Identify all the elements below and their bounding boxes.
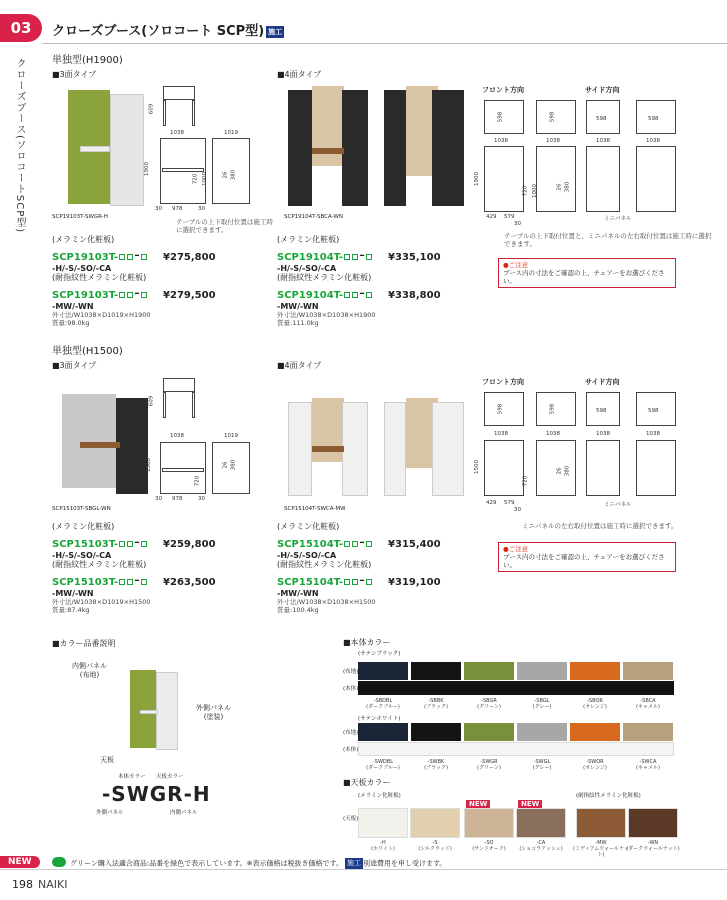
fp-melamine-label: (耐指紋性メラミン化粧板) [576,793,641,799]
swatch-code: -H [380,840,386,846]
dim-1500: 1500 [146,458,152,472]
dim-1038: 1038 [596,138,610,144]
front-elevation [484,440,524,496]
swatch-code: -SWGR [480,759,498,765]
material-label: (メラミン化粧板) [277,522,340,531]
swatch-name: (グリーン) [477,704,501,710]
spec-h1900-4: (メラミン化粧板) SCP19104T- - ¥335,100 -H/-S/-SO/-CA (耐指紋性メラミン化粧板) SCP19104T- - ¥338,800 -MW/-WN 外寸法/W1038×D1038×H1900 質量:111.0kg [277,235,477,327]
body-color-title: ■本体カラー [343,638,391,647]
dim-720: 720 [194,475,201,487]
color-swatch [570,723,620,741]
dim-1900: 1900 [144,162,150,176]
mini-panel-label: ミニパネル [604,502,632,508]
top-color-swatch [410,808,460,838]
dim-429: 429 [486,500,497,506]
outer-panel-label: 外側パネル (塗装) [196,704,231,721]
new-badge: NEW [518,800,542,808]
page-number: 198 [12,878,33,891]
swatch-code: -SWDBL [373,759,393,765]
fabric-row-label: (布地) [343,730,359,736]
swatch-name: (シルクウッド) [418,846,452,852]
inner-panel-label: 内側パネル (布地) [72,662,107,679]
front-direction-label: フロント方向 [482,378,524,386]
outer-size: 外寸法/W1038×D1019×H1900 [52,311,151,319]
model-code: SCP19104T- [277,290,344,301]
dim-30: 30 [155,206,162,212]
booth-image-h1500-3 [60,392,155,496]
image-code: SCP19104T-SBCA-WN [284,214,343,220]
side-direction-label: サイド方向 [585,378,620,386]
color-legend-title: ■カラー品番説明 [52,639,116,648]
model-code: SCP15104T- [277,539,344,550]
weight: 質量:111.0kg [277,319,319,327]
swatch-code: -SO [484,840,494,846]
new-badge: NEW [466,800,490,808]
dim-1038: 1038 [170,130,184,136]
caution-head: ●ご注意 [503,545,529,553]
dim-26: 26 [222,461,229,469]
satin-black-label: (サテンブラック) [358,651,401,657]
swatch-code: -SBCA [640,698,656,704]
footer-divider [0,869,727,870]
side-direction-label: サイド方向 [585,86,620,94]
swatch-name: (キャメル) [636,704,660,710]
model-code: SCP15104T- [277,577,344,588]
dim-598: 598 [497,111,504,123]
material-label: (メラミン化粧板) [52,235,115,244]
outer-size: 外寸法/W1038×D1038×H1500 [277,598,376,606]
melamine-label: (メラミン化粧板) [358,793,401,799]
swatch-name: (ショコラアッシュ) [519,846,563,852]
dim-579: 579 [504,500,515,506]
h1500-four-label: ■4面タイプ [277,361,322,370]
top-color-swatch [576,808,626,838]
front-elevation [536,146,576,212]
side-elevation [636,440,676,496]
side-elevation [636,146,676,212]
booth-image-h1900-4a [284,86,370,208]
dim-26: 26 [222,171,229,179]
color-swatch [570,662,620,680]
swatch-name: (オレンジ) [583,704,607,710]
model-code: SCP19103T- [52,252,119,263]
dim-30: 30 [198,206,205,212]
dim-720: 720 [522,475,529,487]
price: ¥315,400 [388,539,441,550]
color-swatch [517,723,567,741]
dim-978: 978 [172,206,183,212]
footer-note [70,858,446,869]
dim-30: 30 [514,507,521,513]
top-color-swatch [628,808,678,838]
dim-720: 720 [192,173,199,185]
swatch-code: -SWBK [427,759,445,765]
swatch-code: -SWGL [533,759,551,765]
booth-image-h1500-4a [284,398,370,498]
plan-top-view [163,86,195,100]
price: ¥335,100 [388,252,441,263]
swatch-name: (ブラック) [424,765,448,771]
image-code: SCP15104T-SWCA-MW [284,506,346,512]
color-swatch [411,662,461,680]
dim-380: 380 [230,459,237,471]
color-swatch [623,723,673,741]
outer-size: 外寸法/W1038×D1019×H1500 [52,598,151,606]
swatch-name: (オレンジ) [583,765,607,771]
price: ¥275,800 [163,252,216,263]
satin-white-label: (サテンホワイト) [358,716,401,722]
dim-26: 26 [556,467,563,475]
image-code: SCP19103T-SWGR-H [52,214,108,220]
material-label: (耐指紋性メラミン化粧板) [277,273,372,282]
dim-1038: 1038 [494,138,508,144]
brand-name: NAIKI [38,878,68,891]
model-code: SCP15103T- [52,539,119,550]
section-title-h1500: 単独型(H1500) [52,346,123,357]
dim-720: 720 [522,185,529,197]
swatch-name: (ダークブルー) [366,765,400,771]
top-row-label: (天板) [343,816,359,822]
dim-609: 609 [148,103,155,115]
dim-1000: 1000 [532,184,538,198]
options: -H/-S/-SO/-CA [52,264,112,273]
top-color-swatch [464,808,514,838]
install-note: ミニパネルの左右取付位置は施工時に選択できます。 [522,522,678,530]
swatch-code: -WN [647,840,659,846]
h1900-four-label: ■4面タイプ [277,70,322,79]
h1500-three-label: ■3面タイプ [52,361,97,370]
construction-badge: 施工 [268,27,283,36]
dim-598: 598 [596,408,607,414]
spec-h1900-3: (メラミン化粧板) SCP19103T- - ¥275,800 -H/-S/-SO/-CA (耐指紋性メラミン化粧板) SCP19103T- - ¥279,500 -MW/-WN 外寸法/W1038×D1019×H1900 質量:98.0kg [52,235,252,327]
outer-size: 外寸法/W1038×D1038×H1900 [277,311,376,319]
section-title-h1900: 単独型(H1900) [52,55,123,66]
body-row-label: (本体) [343,747,359,753]
swatch-name: (グレー) [532,704,552,710]
price: ¥338,800 [388,290,441,301]
color-swatch [358,662,408,680]
new-tag: NEW [0,856,40,868]
dim-598: 598 [648,116,659,122]
model-code: SCP19103T- [52,290,119,301]
dim-26: 26 [556,183,563,191]
front-elevation [484,146,524,212]
color-swatch [623,662,673,680]
dim-1019: 1019 [224,130,238,136]
dim-1038: 1038 [494,431,508,437]
weight: 質量:98.0kg [52,319,90,327]
color-swatch [517,662,567,680]
dim-1038: 1038 [546,431,560,437]
material-label: (耐指紋性メラミン化粧板) [277,560,372,569]
swatch-code: -SBGR [481,698,497,704]
h1900-three-label: ■3面タイプ [52,70,97,79]
dim-579: 579 [504,214,515,220]
fabric-row-label: (布地) [343,669,359,675]
plan-view [484,392,524,426]
caution-box [498,258,676,288]
weight: 質量:87.4kg [52,606,90,614]
material-label: (メラミン化粧板) [52,522,115,531]
dim-1019: 1019 [224,433,238,439]
plan-top-view [163,378,195,392]
price: ¥279,500 [163,290,216,301]
page-title [52,20,284,39]
material-label: (メラミン化粧板) [277,235,340,244]
dim-598: 598 [497,403,504,415]
color-swatch [464,662,514,680]
material-label: (耐指紋性メラミン化粧板) [52,560,147,569]
booth-image-h1500-4b [380,398,466,498]
install-note: テーブルの上下取付位置と、ミニパネルの左右取付位置は施工時に選択できます。 [504,232,712,248]
booth-image-h1900-4b [380,86,466,208]
options: -MW/-WN [52,302,94,311]
options: -MW/-WN [277,589,319,598]
swatch-code: -SWCA [639,759,657,765]
body-row-label: (本体) [343,686,359,692]
caution-box [498,542,676,572]
image-code: SCP15103T-SBGL-WN [52,506,111,512]
color-swatch [464,723,514,741]
options: -H/-S/-SO/-CA [277,264,337,273]
footer-tail: 別途費用を申し受けます。 [362,859,447,868]
dim-1038: 1038 [646,138,660,144]
dim-380: 380 [564,465,571,477]
front-direction-label: フロント方向 [482,86,524,94]
dim-1038: 1038 [596,431,610,437]
side-elevation [586,440,620,496]
swatch-name: (キャメル) [636,765,660,771]
weight: 質量:100.4kg [277,606,319,614]
top-color-swatch [516,808,566,838]
price: ¥319,100 [388,577,441,588]
swatch-code: -SBGL [534,698,550,704]
dim-1500: 1500 [474,460,480,474]
swatch-code: -SBDBL [373,698,393,704]
dim-598: 598 [648,408,659,414]
header-divider [42,43,727,44]
dim-598: 598 [596,116,607,122]
options: -H/-S/-SO/-CA [277,551,337,560]
dim-609: 609 [148,395,155,407]
material-label: (耐指紋性メラミン化粧板) [52,273,147,282]
dim-30: 30 [198,496,205,502]
dim-429: 429 [486,214,497,220]
dim-978: 978 [172,496,183,502]
caution-body: ブース内の寸法をご確認の上、チェアーをお選びください。 [503,269,665,285]
options: -MW/-WN [277,302,319,311]
price: ¥263,500 [163,577,216,588]
spec-h1500-4: (メラミン化粧板) SCP15104T- - ¥315,400 -H/-S/-SO/-CA (耐指紋性メラミン化粧板) SCP15104T- - ¥319,100 -MW/-WN 外寸法/W1038×D1038×H1500 質量:100.4kg [277,522,477,614]
options: -H/-S/-SO/-CA [52,551,112,560]
white-body-strip [358,742,674,756]
caution-head: ●ご注意 [503,261,529,269]
swatch-name: (グリーン) [477,765,501,771]
green-purchase-icon [52,857,66,867]
swatch-code: -MW [595,840,607,846]
black-body-strip [358,681,674,695]
swatch-name: (ダークウォールナット) [626,846,680,852]
swatch-name: (ミディアムウォールナット) [573,846,629,858]
dim-1038: 1038 [546,138,560,144]
color-code-example: -SWGR-H [102,782,211,806]
swatch-code: -SBOR [587,698,603,704]
dim-598: 598 [549,403,556,415]
options: -MW/-WN [52,589,94,598]
outer-panel-caption: 外側パネル [96,810,124,816]
swatch-name: (グレー) [532,765,552,771]
dim-30: 30 [514,221,521,227]
swatch-name: (サンドオーク) [472,846,506,852]
swatch-code: -S [432,840,438,846]
top-color-title: ■天板カラー [343,778,391,787]
dim-380: 380 [564,181,571,193]
dim-1000: 1000 [202,172,208,186]
chapter-tab: 03 [0,14,42,42]
swatch-code: -SBBK [428,698,444,704]
dim-1038: 1038 [170,433,184,439]
title-text: クローズブース(ソロコート SCP型) [52,24,265,39]
mini-panel-label: ミニパネル [604,216,632,222]
swatch-name: (ブラック) [424,704,448,710]
swatch-name: (ダークブルー) [366,704,400,710]
swatch-name: (ホワイト) [371,846,395,852]
booth-image-h1900-3 [60,88,155,208]
dim-598: 598 [549,111,556,123]
plan-view [536,392,576,426]
inner-panel-caption: 内側パネル [170,810,198,816]
swatch-code: -SWOR [586,759,604,765]
plan-view [536,100,576,134]
legend-booth-image [126,668,182,752]
table-note: テーブルの上下取付位置は施工時に選択できます。 [176,218,273,234]
construction-badge: 施工 [346,859,361,867]
top-color-swatch [358,808,408,838]
body-color-label: 本体カラー [118,774,146,780]
color-swatch [411,723,461,741]
caution-body: ブース内の寸法をご確認の上、チェアーをお選びください。 [503,553,665,569]
green-note: グリーン購入法適合商品:品番を緑色で表示しています。※表示価格は税抜き価格です。 [70,859,343,868]
top-color-label: 天板カラー [156,774,184,780]
dim-380: 380 [230,169,237,181]
swatch-code: -CA [536,840,546,846]
model-code: SCP19104T- [277,252,344,263]
color-swatch [358,723,408,741]
dim-1900: 1900 [474,172,480,186]
plan-view [484,100,524,134]
side-label: クローズブース(ソロコートSCP型) [14,58,25,234]
dim-30: 30 [155,496,162,502]
spec-h1500-3: (メラミン化粧板) SCP15103T- - ¥259,800 -H/-S/-SO/-CA (耐指紋性メラミン化粧板) SCP15103T- - ¥263,500 -MW/-WN 外寸法/W1038×D1019×H1500 質量:87.4kg [52,522,252,614]
side-elevation [586,146,620,212]
dim-1038: 1038 [646,431,660,437]
price: ¥259,800 [163,539,216,550]
model-code: SCP15103T- [52,577,119,588]
top-label: 天板 [100,756,114,764]
